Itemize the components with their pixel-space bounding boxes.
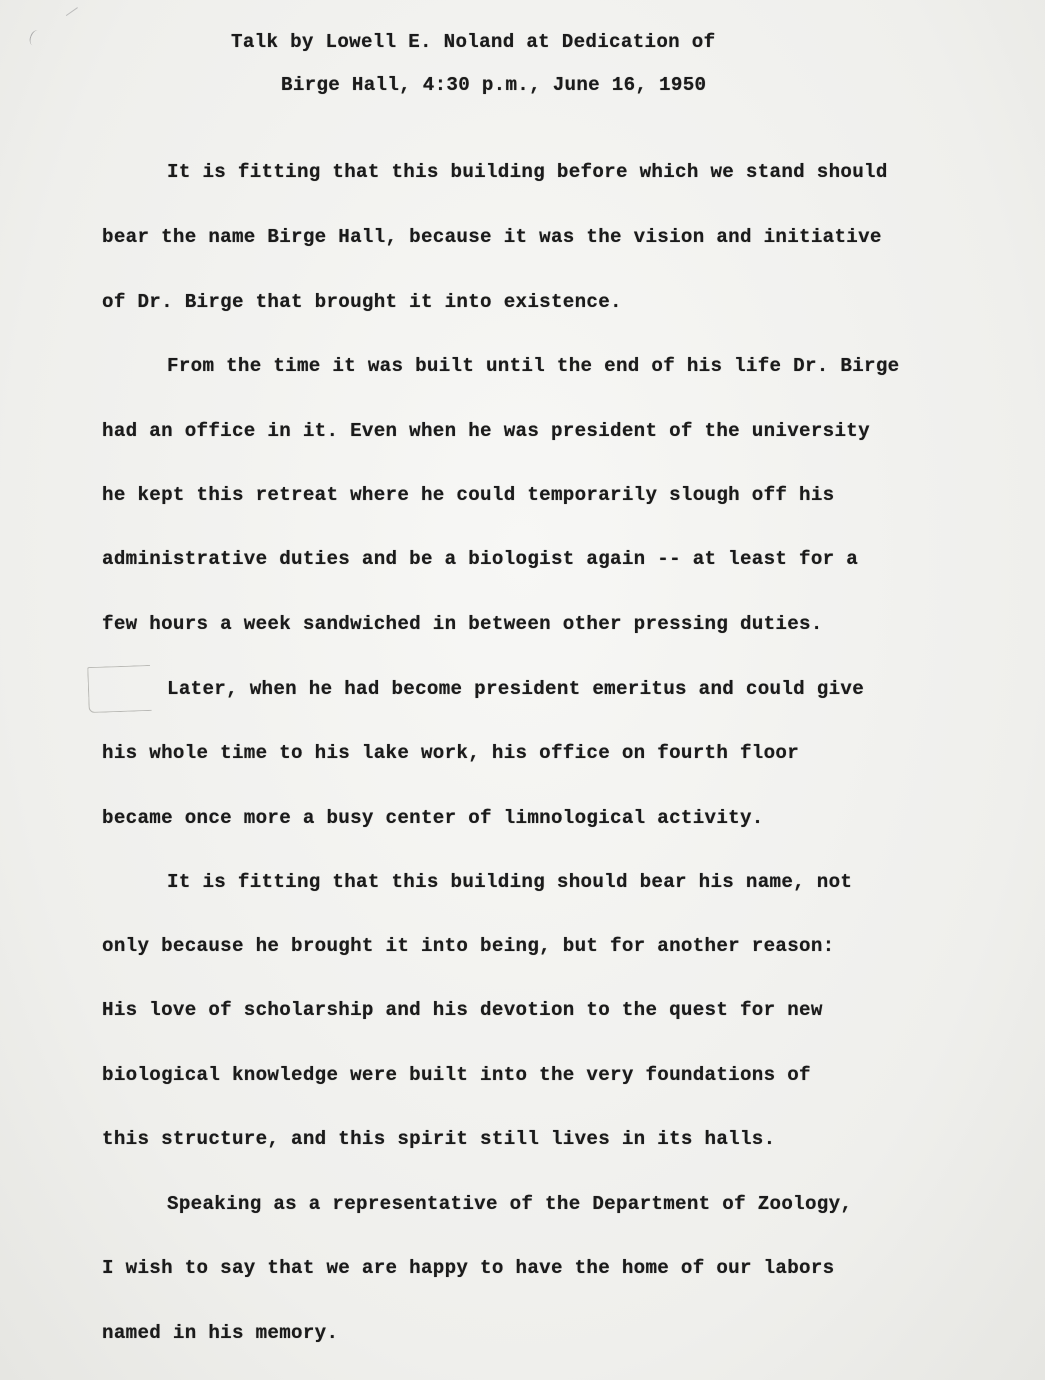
body-line: Speaking as a representative of the Department of Zoology,	[167, 1193, 853, 1215]
body-line: It is fitting that this building should bear his name, not	[167, 871, 853, 893]
body-line: I wish to say that we are happy to have the home of our labors	[102, 1257, 835, 1279]
margin-bracket-mark	[87, 665, 152, 713]
pencil-mark	[28, 29, 44, 48]
body-line: few hours a week sandwiched in between other pressing duties.	[102, 613, 823, 635]
body-line: From the time it was built until the end of his life Dr. Birge	[167, 355, 900, 377]
body-line: named in his memory.	[102, 1322, 339, 1344]
body-line: his whole time to his lake work, his office on fourth floor	[102, 742, 800, 764]
body-line: of Dr. Birge that brought it into existence.	[102, 291, 622, 313]
body-line: this structure, and this spirit still lives in its halls.	[102, 1128, 776, 1150]
heading-line-2: Birge Hall, 4:30 p.m., June 16, 1950	[281, 74, 707, 96]
heading-line-1: Talk by Lowell E. Noland at Dedication of	[231, 31, 716, 53]
body-line: Later, when he had become president emeritus and could give	[167, 678, 865, 700]
pencil-mark	[60, 0, 78, 16]
body-line: only because he brought it into being, but for another reason:	[102, 935, 835, 957]
body-line: had an office in it. Even when he was president of the university	[102, 420, 870, 442]
body-line: His love of scholarship and his devotion to the quest for new	[102, 999, 823, 1021]
body-line: administrative duties and be a biologist again -- at least for a	[102, 548, 859, 570]
body-line: he kept this retreat where he could temporarily slough off his	[102, 484, 835, 506]
body-line: became once more a busy center of limnological activity.	[102, 807, 764, 829]
body-line: bear the name Birge Hall, because it was the vision and initiative	[102, 226, 882, 248]
body-line: biological knowledge were built into the very foundations of	[102, 1064, 811, 1086]
body-line: It is fitting that this building before which we stand should	[167, 161, 888, 183]
